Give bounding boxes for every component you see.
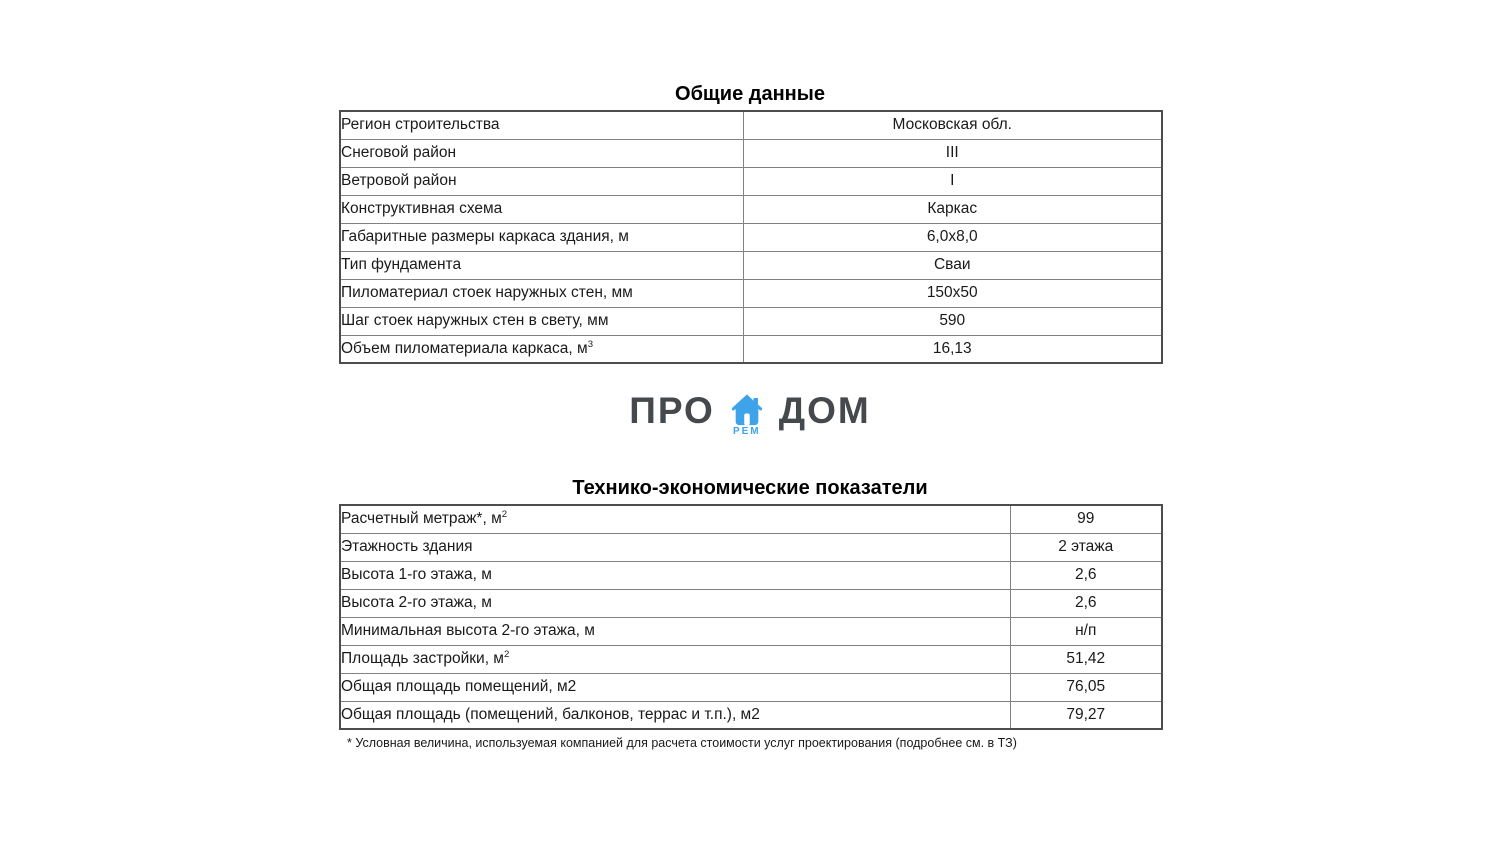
row-value: 99: [1010, 505, 1162, 533]
logo-house: [724, 390, 770, 437]
table-row: [340, 561, 1162, 589]
row-value: 2,6: [1010, 589, 1162, 617]
row-label: Высота 2-го этажа, м: [340, 589, 1010, 617]
table-row: [340, 307, 1162, 335]
row-label: Объем пиломатериала каркаса, $м^3$: [340, 335, 743, 363]
row-value: Сваи: [743, 251, 1162, 279]
general-data-table: [339, 110, 1163, 364]
table-row: [340, 505, 1162, 533]
table-row: [340, 589, 1162, 617]
logo-sub-rem: РЕМ: [732, 426, 761, 437]
row-label: Общая площадь (помещений, балконов, террас и т.п.), м2: [340, 701, 1010, 729]
table-row: [340, 111, 1162, 139]
row-label: Тип фундамента: [340, 251, 743, 279]
tech-indicators-table: [339, 504, 1163, 730]
document-content: [339, 0, 1161, 751]
tech-table-title: Технико-экономические показатели: [572, 477, 928, 499]
table-row: [340, 335, 1162, 363]
row-label: Пиломатериал стоек наружных стен, мм: [340, 279, 743, 307]
row-value: III: [743, 139, 1162, 167]
row-label: Минимальная высота 2-го этажа, м: [340, 617, 1010, 645]
table-row: [340, 701, 1162, 729]
row-value: 76,05: [1010, 673, 1162, 701]
row-value: Каркас: [743, 195, 1162, 223]
row-value: 590: [743, 307, 1162, 335]
row-value: 79,27: [1010, 701, 1162, 729]
row-label: Общая площадь помещений, м2: [340, 673, 1010, 701]
table-row: [340, 673, 1162, 701]
row-label: Ветровой район: [340, 167, 743, 195]
general-table-title: Общие данные: [675, 83, 825, 105]
row-value: I: [743, 167, 1162, 195]
row-label: Конструктивная схема: [340, 195, 743, 223]
logo-word-dom: ДОМ: [778, 390, 871, 431]
row-label: Шаг стоек наружных стен в свету, мм: [340, 307, 743, 335]
table-row: [340, 251, 1162, 279]
row-value: 150x50: [743, 279, 1162, 307]
house-icon: [727, 390, 767, 430]
row-label: Площадь застройки, $м^2$: [340, 645, 1010, 673]
row-value: Московская обл.: [743, 111, 1162, 139]
row-value: 2 этажа: [1010, 533, 1162, 561]
row-value: 51,42: [1010, 645, 1162, 673]
table-row: [340, 167, 1162, 195]
table-row: [340, 139, 1162, 167]
row-value: н/п: [1010, 617, 1162, 645]
logo-word-pro: ПРО: [629, 390, 715, 431]
row-value: 16,13: [743, 335, 1162, 363]
table-row: [340, 533, 1162, 561]
prodom-logo: [339, 390, 1161, 440]
row-label: Регион строительства: [340, 111, 743, 139]
table-row: [340, 223, 1162, 251]
row-label: Снеговой район: [340, 139, 743, 167]
row-label: Высота 1-го этажа, м: [340, 561, 1010, 589]
footnote: * Условная величина, используемая компанией для расчета стоимости услуг проектирования (подробнее см. в ТЗ): [347, 736, 1017, 750]
table-row: [340, 279, 1162, 307]
table-row: [340, 645, 1162, 673]
row-value: 6,0x8,0: [743, 223, 1162, 251]
row-label: Габаритные размеры каркаса здания, м: [340, 223, 743, 251]
table-row: [340, 195, 1162, 223]
row-value: 2,6: [1010, 561, 1162, 589]
row-label: Расчетный метраж*, $м^2$: [340, 505, 1010, 533]
row-label: Этажность здания: [340, 533, 1010, 561]
table-row: [340, 617, 1162, 645]
